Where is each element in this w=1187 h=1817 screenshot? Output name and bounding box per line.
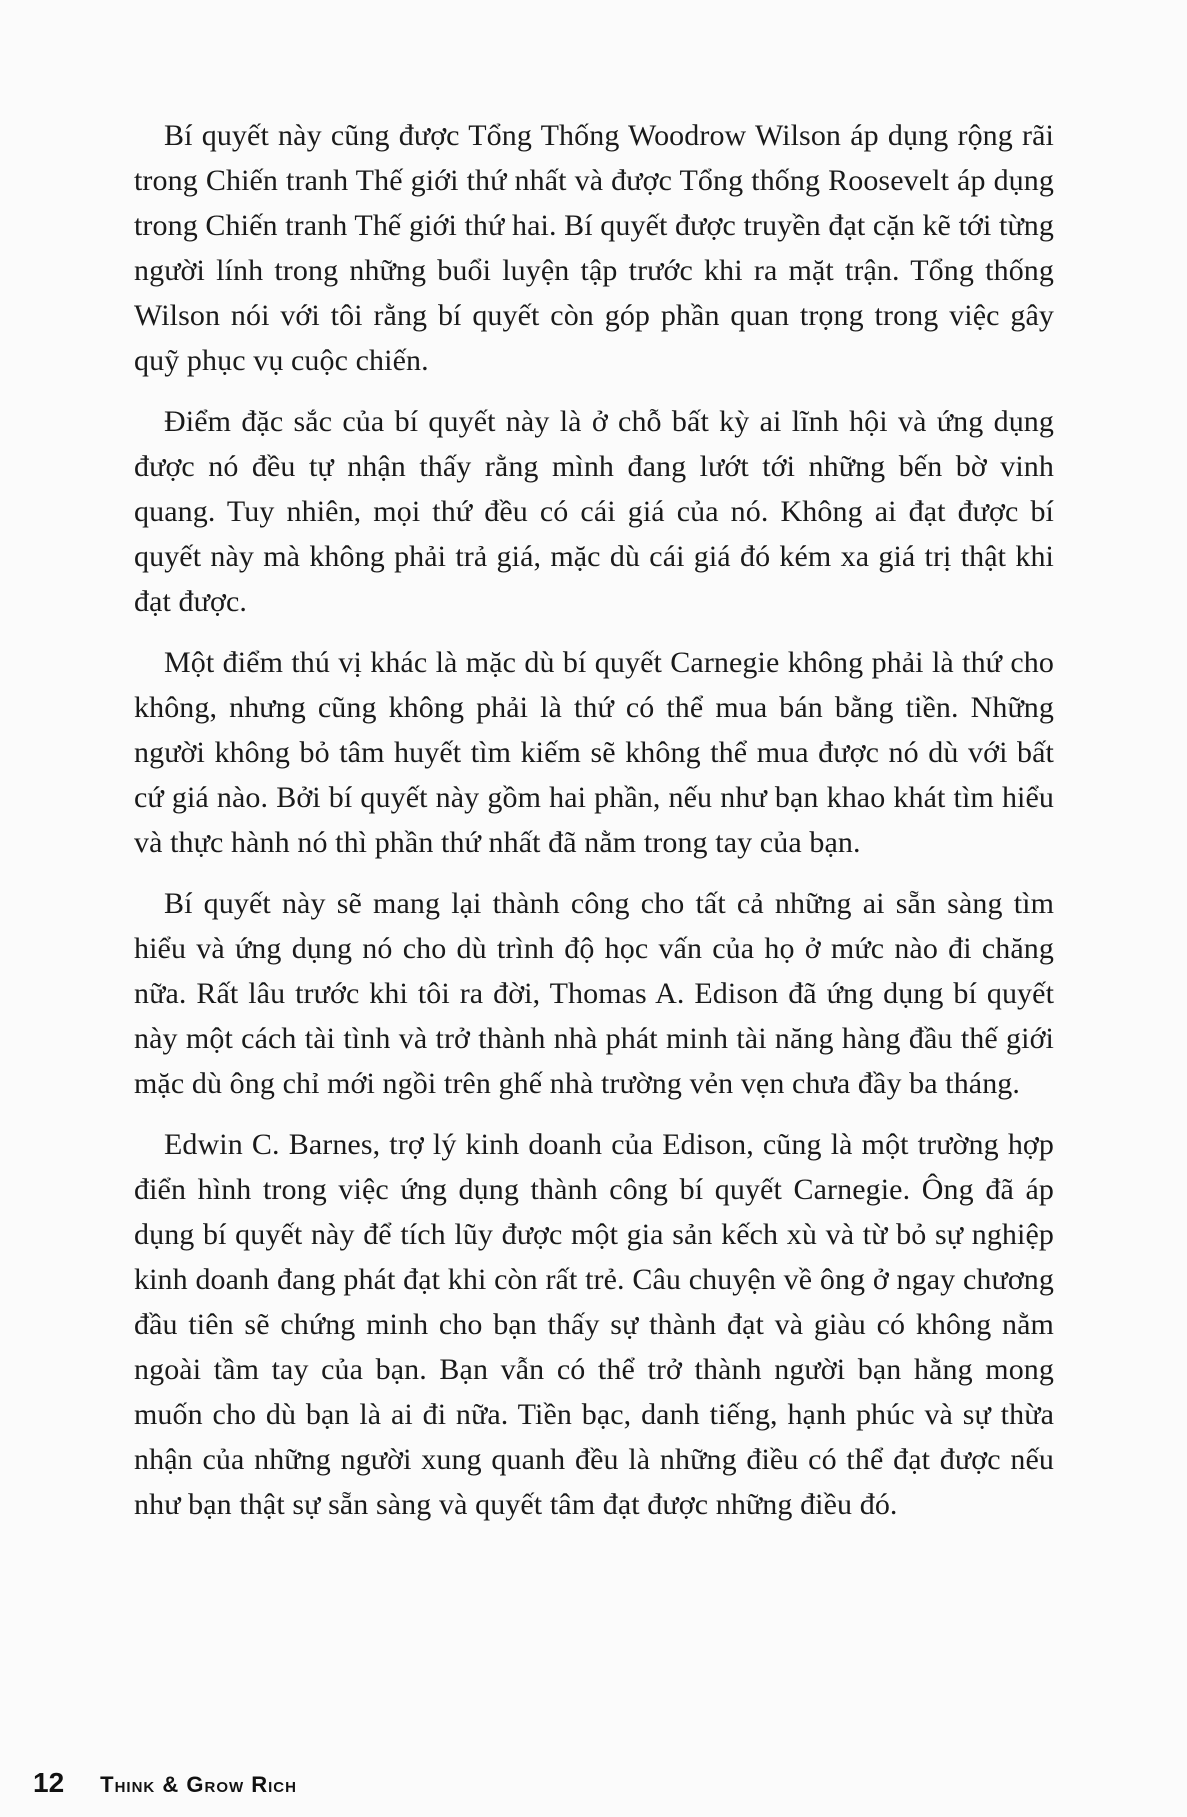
paragraph-5: Edwin C. Barnes, trợ lý kinh doanh của Edison, cũng là một trường hợp điển hình trong việc ứng dụng thành công bí quyết Carnegie. Ông đã áp dụng bí quyết này để tích lũy được một gia sản kếch xù và từ bỏ sự nghiệp kinh doanh đang phát đạt khi còn rất trẻ. Câu chuyện về ông ở ngay chương đầu tiên sẽ chứng minh cho bạn thấy sự thành đạt và giàu có không nằm ngoài tầm tay của bạn. Bạn vẫn có thể trở thành người bạn hằng mong muốn cho dù bạn là ai đi nữa. Tiền bạc, danh tiếng, hạnh phúc và sự thừa nhận của những người xung quanh đều là những điều có thể đạt được nếu như bạn thật sự sẵn sàng và quyết tâm đạt được những điều đó. — [134, 1128, 1054, 1521]
paragraph-3: Một điểm thú vị khác là mặc dù bí quyết Carnegie không phải là thứ cho không, nhưng cũng không phải là thứ có thể mua bán bằng tiền. Những người không bỏ tâm huyết tìm kiếm sẽ không thể mua được nó dù với bất cứ giá nào. Bởi bí quyết này gồm hai phần, nếu như bạn khao khát tìm hiểu và thực hành nó thì phần thứ nhất đã nằm trong tay của bạn. — [134, 646, 1054, 859]
page-footer — [33, 1767, 297, 1807]
paragraph-1: Bí quyết này cũng được Tổng Thống Woodrow Wilson áp dụng rộng rãi trong Chiến tranh Thế giới thứ nhất và được Tổng thống Roosevelt áp dụng trong Chiến tranh Thế giới thứ hai. Bí quyết được truyền đạt cặn kẽ tới từng người lính trong những buổi luyện tập trước khi ra mặt trận. Tổng thống Wilson nói với tôi rằng bí quyết còn góp phần quan trọng trong việc gây quỹ phục vụ cuộc chiến. — [134, 119, 1054, 377]
paragraph-2: Điểm đặc sắc của bí quyết này là ở chỗ bất kỳ ai lĩnh hội và ứng dụng được nó đều tự nhận thấy rằng mình đang lướt tới những bến bờ vinh quang. Tuy nhiên, mọi thứ đều có cái giá của nó. Không ai đạt được bí quyết này mà không phải trả giá, mặc dù cái giá đó kém xa giá trị thật khi đạt được. — [134, 405, 1054, 618]
paragraph-4: Bí quyết này sẽ mang lại thành công cho tất cả những ai sẵn sàng tìm hiểu và ứng dụng nó cho dù trình độ học vấn của họ ở mức nào đi chăng nữa. Rất lâu trước khi tôi ra đời, Thomas A. Edison đã ứng dụng bí quyết này một cách tài tình và trở thành nhà phát minh tài năng hàng đầu thế giới mặc dù ông chỉ mới ngồi trên ghế nhà trường vẻn vẹn chưa đầy ba tháng. — [134, 887, 1054, 1100]
page-number: 12 — [33, 1767, 65, 1798]
body-text — [134, 113, 1054, 1527]
running-title: Think & Grow Rich — [100, 1772, 297, 1797]
